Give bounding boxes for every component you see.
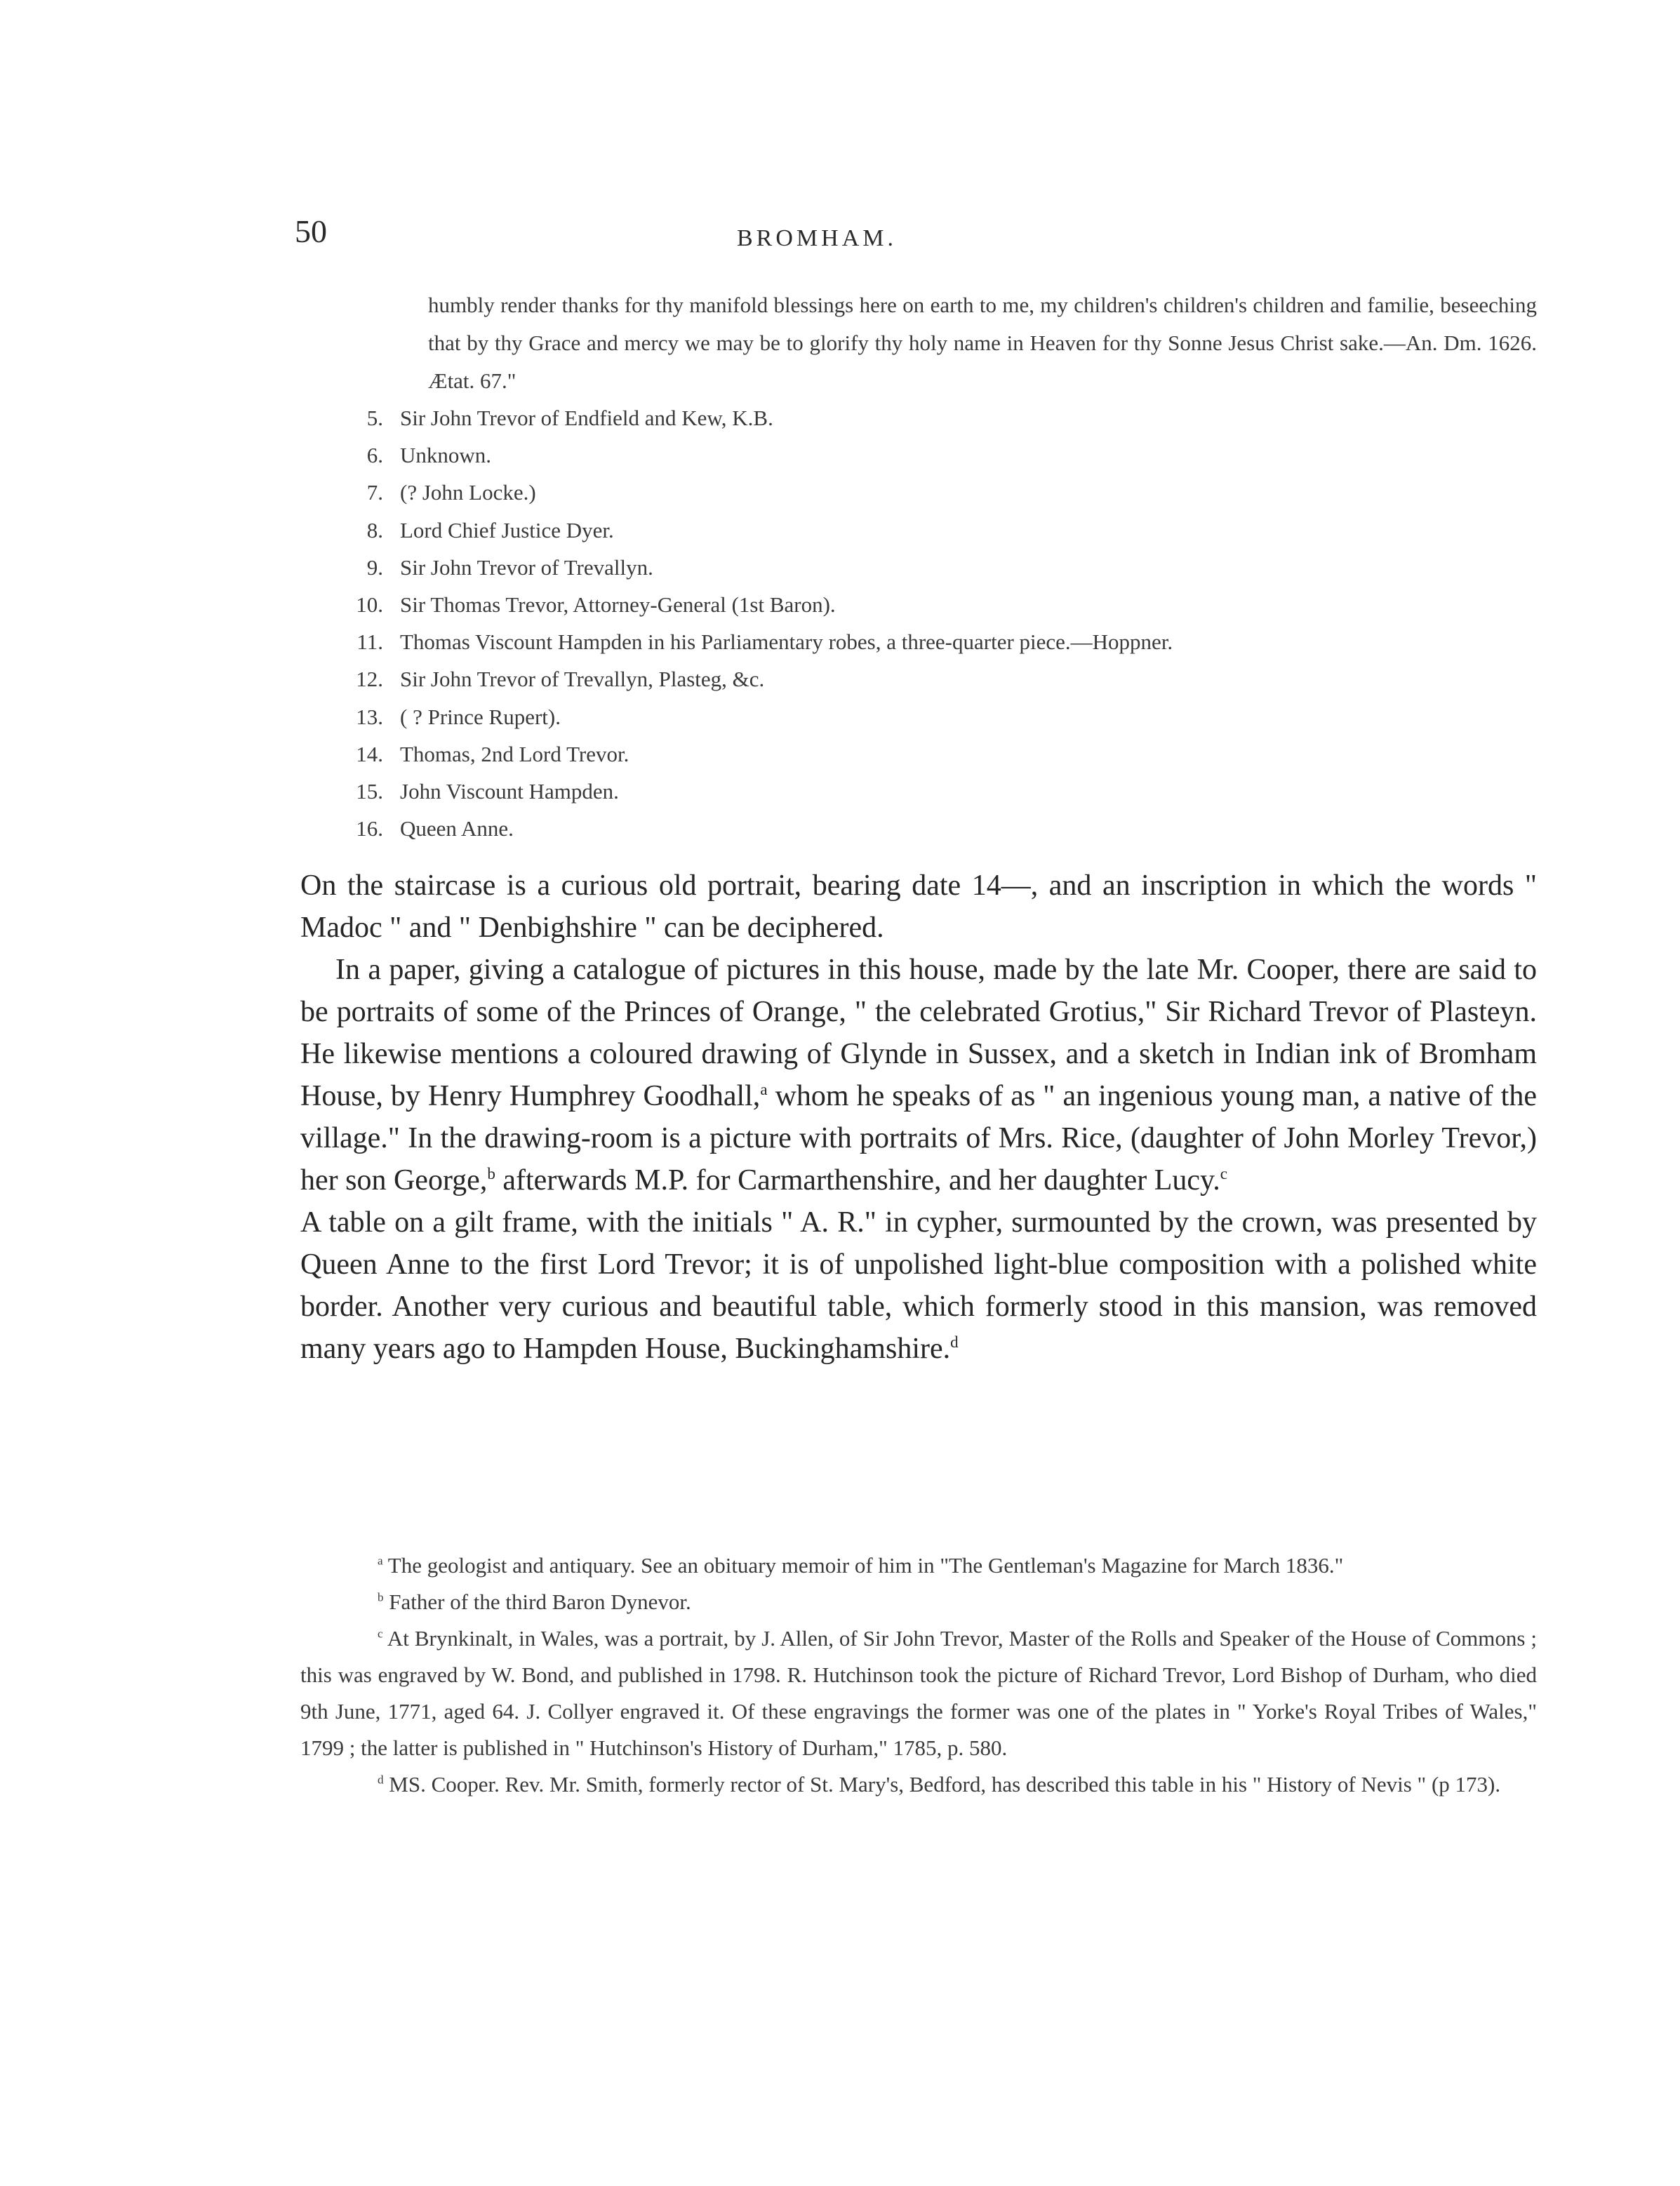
item-text: Sir Thomas Trevor, Attorney-General (1st Baron).: [400, 592, 836, 618]
item-number: 15.: [356, 779, 383, 804]
item-text: Sir John Trevor of Endfield and Kew, K.B.: [400, 406, 773, 430]
footnote-mark: a: [378, 1554, 383, 1568]
list-item: [344, 810, 1537, 847]
running-title: BROMHAM.: [737, 225, 897, 251]
footnote-d: [300, 1766, 1537, 1803]
paragraph-text: afterwards M.P. for Carmarthenshire, and her daughter Lucy.: [495, 1164, 1220, 1197]
paragraph-text: whom he speaks of as " an ingenious young man, a native of the village." In the drawing-room is a picture with portraits of Mrs. Rice, (daughter of John Morley Trevor,) her son George,: [300, 1080, 1537, 1197]
list-item: [344, 623, 1537, 660]
item-text: Queen Anne.: [400, 816, 514, 841]
footnote-text: The geologist and antiquary. See an obituary memoir of him in "The Gentleman's Magazine for March 1836.": [387, 1553, 1344, 1578]
item-number: 13.: [356, 704, 383, 729]
item-number: 5.: [366, 406, 383, 430]
item-text: Sir John Trevor of Trevallyn, Plasteg, &c.: [400, 667, 765, 692]
footnote-ref-c[interactable]: c: [1220, 1164, 1228, 1182]
list-item: [344, 735, 1537, 773]
list-item: [344, 512, 1537, 549]
footnotes: [300, 1547, 1537, 1803]
paragraph-staircase: On the staircase is a curious old portrait, bearing date 14—, and an inscription in which the words " Madoc " and " Denbighshire " can be deciphered.: [300, 869, 1537, 944]
paragraph-catalogue: [300, 949, 1537, 1201]
list-item: [344, 660, 1537, 698]
paragraph-text: In a paper, giving a catalogue of pictures in this house, made by the late Mr. Cooper, there are said to be portraits of some of the Princes of Orange, " the celebrated Grotius," Sir Richard Trevor of Plasteyn. He likewise mentions a coloured drawing of Glynde in Sussex, and a sketch in Indian ink of Bromham House, by Henry Humphrey Goodhall,: [300, 954, 1537, 1112]
item-number: 8.: [366, 517, 383, 542]
item-text: Unknown.: [400, 443, 492, 468]
footnote-ref-b[interactable]: b: [487, 1164, 495, 1182]
item-text: John Viscount Hampden.: [400, 779, 619, 804]
quote-text: humbly render thanks for thy manifold blessings here on earth to me, my children's children's children and familie, beseeching that by thy Grace and mercy we may be to glorify thy holy name in Heaven for thy Sonne Jesus Christ sake.—An. Dm. 1626. Ætat. 67.": [428, 293, 1537, 393]
list-item: [344, 474, 1537, 511]
paragraph-text: A table on a gilt frame, with the initials " A. R." in cypher, surmounted by the crown, was presented by Queen Anne to the first Lord Trevor; it is of unpolished light-blue composition with a polished white border. Another very curious and beautiful table, which formerly stood in this mansion, was removed many years ago to Hampden House, Buckinghamshire.: [300, 1206, 1537, 1365]
item-text: Lord Chief Justice Dyer.: [400, 517, 614, 542]
list-item: [344, 549, 1537, 586]
paragraph-table: [300, 1201, 1537, 1370]
page-number: 50: [295, 213, 327, 249]
footnote-c: [300, 1620, 1537, 1766]
footnote-text: Father of the third Baron Dynevor.: [389, 1589, 691, 1614]
footnote-b: [300, 1584, 1537, 1620]
list-item: [344, 399, 1537, 436]
item-number: 10.: [356, 592, 383, 618]
footnote-mark: d: [378, 1773, 384, 1787]
item-number: 16.: [356, 816, 383, 841]
item-text: Thomas, 2nd Lord Trevor.: [400, 741, 629, 766]
list-item: [344, 586, 1537, 623]
list-item: [344, 773, 1537, 810]
footnote-a: [300, 1547, 1537, 1584]
list-item: [344, 436, 1537, 474]
item-number: 14.: [356, 741, 383, 766]
item-text: ( ? Prince Rupert).: [400, 704, 561, 729]
item-text: Sir John Trevor of Trevallyn.: [400, 554, 653, 580]
item-number: 11.: [356, 629, 383, 655]
item-number: 7.: [366, 480, 383, 505]
inscription-quote-continuation: [428, 286, 1537, 400]
footnote-ref-d[interactable]: d: [950, 1333, 959, 1351]
main-text: [300, 865, 1537, 1370]
item-text: Thomas Viscount Hampden in his Parliamentary robes, a three-quarter piece.—Hoppner.: [400, 629, 1173, 655]
item-number: 9.: [366, 554, 383, 580]
footnote-mark: b: [378, 1590, 384, 1604]
item-text: (? John Locke.): [400, 480, 536, 505]
footnote-text: At Brynkinalt, in Wales, was a portrait, by J. Allen, of Sir John Trevor, Master of the Rolls and Speaker of the House of Commons ; this was engraved by W. Bond, and published in 1798. R. Hutchinson took the picture of Richard Trevor, Lord Bishop of Durham, who died 9th June, 1771, aged 64. J. Collyer engraved it. Of these engravings the former was one of the plates in " Yorke's Royal Tribes of Wales," 1799 ; the latter is published in " Hutchinson's History of Durham," 1785, p. 580.: [300, 1626, 1538, 1760]
list-item: [344, 698, 1537, 735]
item-number: 6.: [366, 443, 383, 468]
portrait-list: [344, 399, 1537, 847]
item-number: 12.: [356, 667, 383, 692]
footnote-text: MS. Cooper. Rev. Mr. Smith, formerly rector of St. Mary's, Bedford, has described this table in his " History of Nevis " (p 173).: [389, 1772, 1501, 1797]
footnote-mark: c: [378, 1627, 383, 1641]
footnote-ref-a[interactable]: a: [760, 1080, 768, 1098]
